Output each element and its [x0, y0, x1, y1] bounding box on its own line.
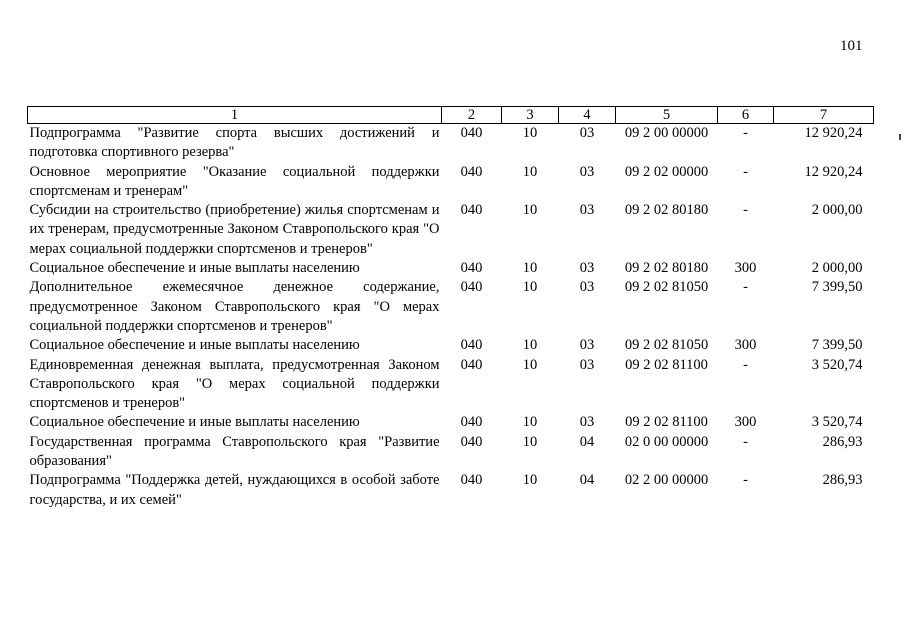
row-target-code: 09 2 02 81100	[625, 356, 708, 373]
row-target-code: 02 0 00 00000	[624, 433, 709, 450]
row-expense-type: -	[743, 472, 748, 489]
row-ministry-code: 040	[460, 356, 483, 373]
row-target-code: 09 2 02 80180	[624, 202, 709, 219]
table-body	[28, 124, 874, 510]
table-header	[28, 107, 874, 124]
table-row	[28, 201, 874, 259]
row-name: Социальное обеспечение и иные выплаты населению	[29, 337, 360, 354]
row-name: Подпрограмма "Поддержка детей, нуждающихся в особой заботе государства, и их семей"	[29, 472, 440, 508]
row-name: Социальное обеспечение и иные выплаты населению	[29, 260, 360, 277]
row-amount: 12 920,24	[804, 125, 863, 141]
row-target-code: 09 2 02 80180	[624, 260, 709, 277]
row-section-code: 10	[522, 125, 538, 141]
row-subsection-code: 03	[579, 414, 595, 431]
row-section-code: 10	[522, 202, 538, 219]
row-section-code: 10	[522, 260, 538, 277]
row-expense-type: 300	[734, 414, 757, 431]
row-target-code: 09 2 02 81050	[624, 337, 709, 354]
row-ministry-code: 040	[460, 337, 483, 354]
row-name: Подпрограмма "Развитие спорта высших достижений и подготовка спортивного резерва"	[29, 125, 440, 161]
row-name: Дополнительное ежемесячное денежное содержание, предусмотренное Законом Ставропольского края "О мерах социальной поддержки спортсменов и тренеров"	[29, 279, 440, 334]
header-cell-4: 4	[559, 107, 616, 124]
row-amount: 2 000,00	[811, 260, 863, 277]
row-section-code: 10	[522, 356, 538, 373]
row-ministry-code: 040	[460, 163, 483, 180]
row-name: Субсидии на строительство (приобретение) жилья спортсменам и их тренерам, предусмотренные Законом Ставропольского края "О мерах социальной поддержки спортсменов и тренеров"	[29, 202, 440, 257]
row-amount: 7 399,50	[811, 279, 863, 296]
header-cell-2: 2	[442, 107, 502, 124]
row-section-code: 10	[522, 433, 538, 450]
table-row	[28, 413, 874, 432]
row-ministry-code: 040	[460, 125, 483, 141]
row-target-code: 09 2 02 00000	[624, 163, 709, 180]
row-amount: 12 920,24	[804, 163, 863, 180]
row-amount: 286,93	[822, 472, 863, 489]
row-subsection-code: 03	[579, 125, 595, 141]
row-target-code: 09 2 02 81050	[624, 279, 709, 296]
row-expense-type: -	[743, 163, 748, 180]
row-subsection-code: 04	[579, 472, 595, 489]
row-amount: 286,93	[822, 433, 863, 450]
row-section-code: 10	[522, 279, 538, 296]
table-row	[28, 278, 874, 336]
row-subsection-code: 03	[579, 202, 595, 219]
table-row	[28, 433, 874, 472]
page-number: 101	[840, 38, 863, 54]
table-row	[28, 259, 874, 278]
row-expense-type: 300	[734, 337, 757, 354]
row-subsection-code: 04	[579, 433, 595, 450]
row-target-code: 09 2 00 00000	[624, 125, 709, 141]
row-target-code: 02 2 00 00000	[624, 472, 709, 489]
row-expense-type: 300	[734, 260, 757, 277]
header-cell-5: 5	[616, 107, 718, 124]
row-amount: 7 399,50	[811, 337, 863, 354]
header-row	[28, 107, 874, 124]
row-name: Основное мероприятие "Оказание социальной поддержки спортсменам и тренерам"	[29, 163, 440, 199]
row-expense-type: -	[743, 433, 748, 450]
margin-mark	[899, 134, 901, 140]
row-section-code: 10	[522, 414, 538, 431]
row-subsection-code: 03	[579, 356, 595, 373]
table-row	[28, 124, 874, 163]
row-name: Социальное обеспечение и иные выплаты населению	[29, 414, 360, 431]
row-ministry-code: 040	[460, 433, 483, 450]
row-ministry-code: 040	[460, 260, 483, 277]
row-ministry-code: 040	[460, 279, 483, 296]
row-name: Государственная программа Ставропольского края "Развитие образования"	[29, 433, 440, 470]
row-amount: 2 000,00	[811, 202, 863, 219]
table-row	[28, 336, 874, 355]
table-row	[28, 163, 874, 202]
row-name: Единовременная денежная выплата, предусмотренная Законом Ставропольского края "О мерах социальной поддержки спортсменов и тренеров"	[29, 356, 440, 412]
row-amount: 3 520,74	[811, 356, 863, 373]
row-expense-type: -	[743, 279, 748, 296]
row-subsection-code: 03	[579, 337, 595, 354]
row-expense-type: -	[743, 356, 748, 373]
header-cell-6: 6	[718, 107, 774, 124]
header-cell-7: 7	[774, 107, 874, 124]
row-target-code: 09 2 02 81100	[625, 414, 708, 431]
row-ministry-code: 040	[460, 472, 483, 489]
row-amount: 3 520,74	[811, 414, 863, 431]
row-ministry-code: 040	[460, 202, 483, 219]
budget-table	[27, 106, 874, 510]
header-cell-3: 3	[502, 107, 559, 124]
row-subsection-code: 03	[579, 279, 595, 296]
row-ministry-code: 040	[460, 414, 483, 431]
row-subsection-code: 03	[579, 163, 595, 180]
row-expense-type: -	[743, 125, 748, 141]
header-cell-1: 1	[28, 107, 442, 124]
table-row	[28, 356, 874, 414]
row-section-code: 10	[522, 163, 538, 180]
row-section-code: 10	[522, 472, 538, 489]
row-section-code: 10	[522, 337, 538, 354]
row-subsection-code: 03	[579, 260, 595, 277]
row-expense-type: -	[743, 202, 748, 219]
table-row	[28, 471, 874, 510]
